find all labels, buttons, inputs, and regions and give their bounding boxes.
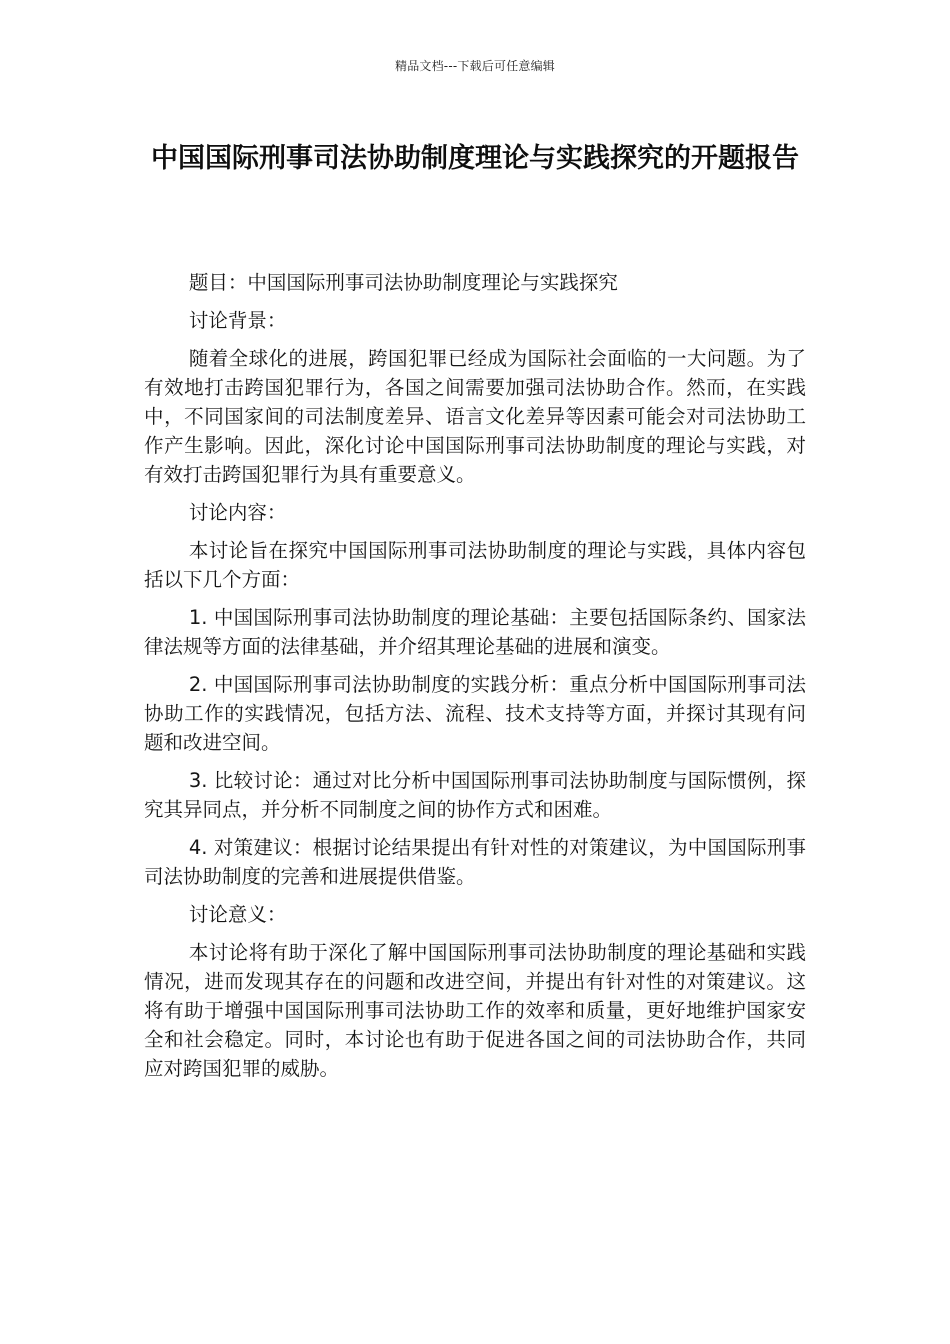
content-item-4: 4. 对策建议：根据讨论结果提出有针对性的对策建议，为中国国际刑事司法协助制度的完善和进展提供借鉴。 [144, 836, 806, 888]
document-title: 中国国际刑事司法协助制度理论与实践探究的开题报告 [151, 143, 799, 174]
section-heading-content: 讨论内容： [188, 501, 287, 524]
section-heading-background: 讨论背景： [188, 309, 287, 332]
significance-paragraph: 本讨论将有助于深化了解中国国际刑事司法协助制度的理论基础和实践情况，进而发现其存在的问题和改进空间，并提出有针对性的对策建议。这将有助于增强中国国际刑事司法协助工作的效率和质量，更好地维护国家安全和社会稳定。同时，本讨论也有助于促进各国之间的司法协助合作，共同应对跨国犯罪的威胁。 [144, 941, 806, 1080]
content-item-2: 2. 中国国际刑事司法协助制度的实践分析：重点分析中国国际刑事司法协助工作的实践情况，包括方法、流程、技术支持等方面，并探讨其现有问题和改进空间。 [144, 673, 806, 754]
topic-line: 题目：中国国际刑事司法协助制度理论与实践探究 [188, 271, 618, 294]
background-paragraph: 随着全球化的进展，跨国犯罪已经成为国际社会面临的一大问题。为了有效地打击跨国犯罪行为，各国之间需要加强司法协助合作。然而，在实践中，不同国家间的司法制度差异、语言文化差异等因素可能会对司法协助工作产生影响。因此，深化讨论中国国际刑事司法协助制度的理论与实践，对有效打击跨国犯罪行为具有重要意义。 [144, 347, 806, 486]
document-body [144, 268, 806, 1092]
content-item-3: 3. 比较讨论：通过对比分析中国国际刑事司法协助制度与国际惯例，探究其异同点，并分析不同制度之间的协作方式和困难。 [144, 769, 806, 821]
content-item-1: 1. 中国国际刑事司法协助制度的理论基础：主要包括国际条约、国家法律法规等方面的法律基础，并介绍其理论基础的进展和演变。 [144, 606, 806, 658]
header-note: 精品文档---下载后可任意编辑 [395, 59, 555, 73]
content-intro-paragraph: 本讨论旨在探究中国国际刑事司法协助制度的理论与实践，具体内容包括以下几个方面： [144, 539, 806, 591]
section-heading-significance: 讨论意义： [188, 903, 287, 926]
